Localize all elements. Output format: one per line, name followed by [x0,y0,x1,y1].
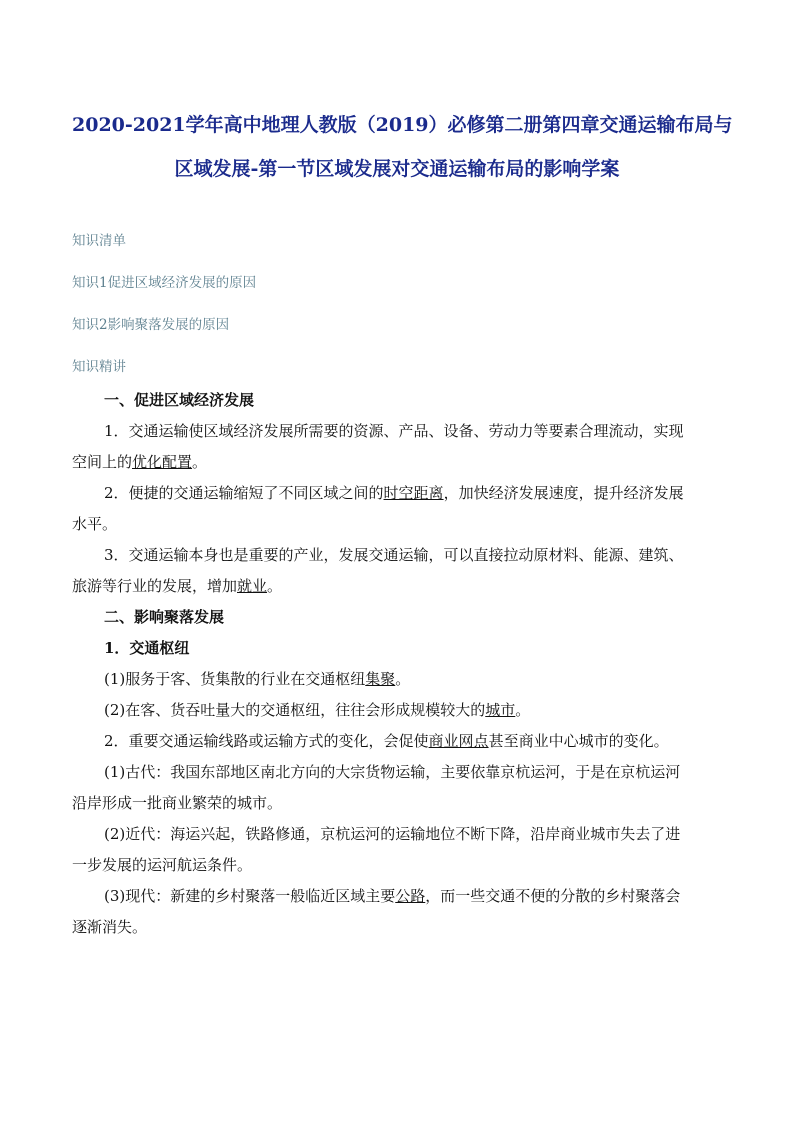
section-1-heading: 一、促进区域经济发展 [104,391,255,409]
answer-blank: 公路 [395,887,426,905]
paragraph-1-2: 2．便捷的交通运输缩短了不同区域之间的时空距离，加快经济发展速度，提升经济发展 水平。 [72,484,684,533]
section-settlement-development [72,602,722,943]
paragraph-2-1-1: (1)服务于客、货集散的行业在交通枢纽集聚。 [104,670,411,688]
answer-blank: 优化配置 [132,453,193,471]
answer-blank: 时空距离 [383,484,444,502]
answer-blank: 集聚 [365,670,396,688]
title-line-1: 2020-2021学年高中地理人教版（2019）必修第二册第四章交通运输布局与 [72,114,733,136]
paragraph-modern-early: (2)近代：海运兴起，铁路修通，京杭运河的运输地位不断下降，沿岸商业城市失去了进 一步发展的运河航运条件。 [72,825,681,874]
paragraph-contemporary: (3)现代：新建的乡村聚落一般临近区域主要公路，而一些交通不便的分散的乡村聚落会 逐渐消失。 [72,887,681,936]
paragraph-2-2: 2．重要交通运输线路或运输方式的变化，会促使商业网点甚至商业中心城市的变化。 [104,732,669,750]
section-2-heading: 二、影响聚落发展 [104,608,225,626]
subsection-transport-hub: 1．交通枢纽 [104,639,190,657]
paragraph-ancient: (1)古代：我国东部地区南北方向的大宗货物运输，主要依靠京杭运河，于是在京杭运河 沿岸形成一批商业繁荣的城市。 [72,763,681,812]
answer-blank: 商业网点 [428,732,489,750]
title-line-2: 区域发展-第一节区域发展对交通运输布局的影响学案 [174,158,620,180]
answer-blank: 城市 [485,701,516,719]
knowledge-outline [72,231,722,377]
knowledge-1-heading: 知识1促进区域经济发展的原因 [72,275,257,291]
section-regional-economy [72,385,722,602]
knowledge-detail-heading: 知识精讲 [72,359,126,375]
paragraph-2-1-2: (2)在客、货吞吐量大的交通枢纽，往往会形成规模较大的城市。 [104,701,531,719]
answer-blank: 就业 [237,577,268,595]
paragraph-1-1: 1．交通运输使区域经济发展所需要的资源、产品、设备、劳动力等要素合理流动，实现 空间上的优化配置。 [72,422,684,471]
knowledge-list-heading: 知识清单 [72,233,126,249]
paragraph-1-3: 3．交通运输本身也是重要的产业，发展交通运输，可以直接拉动原材料、能源、建筑、 旅游等行业的发展，增加就业。 [72,546,684,595]
document-title [72,103,733,191]
knowledge-2-heading: 知识2影响聚落发展的原因 [72,317,230,333]
